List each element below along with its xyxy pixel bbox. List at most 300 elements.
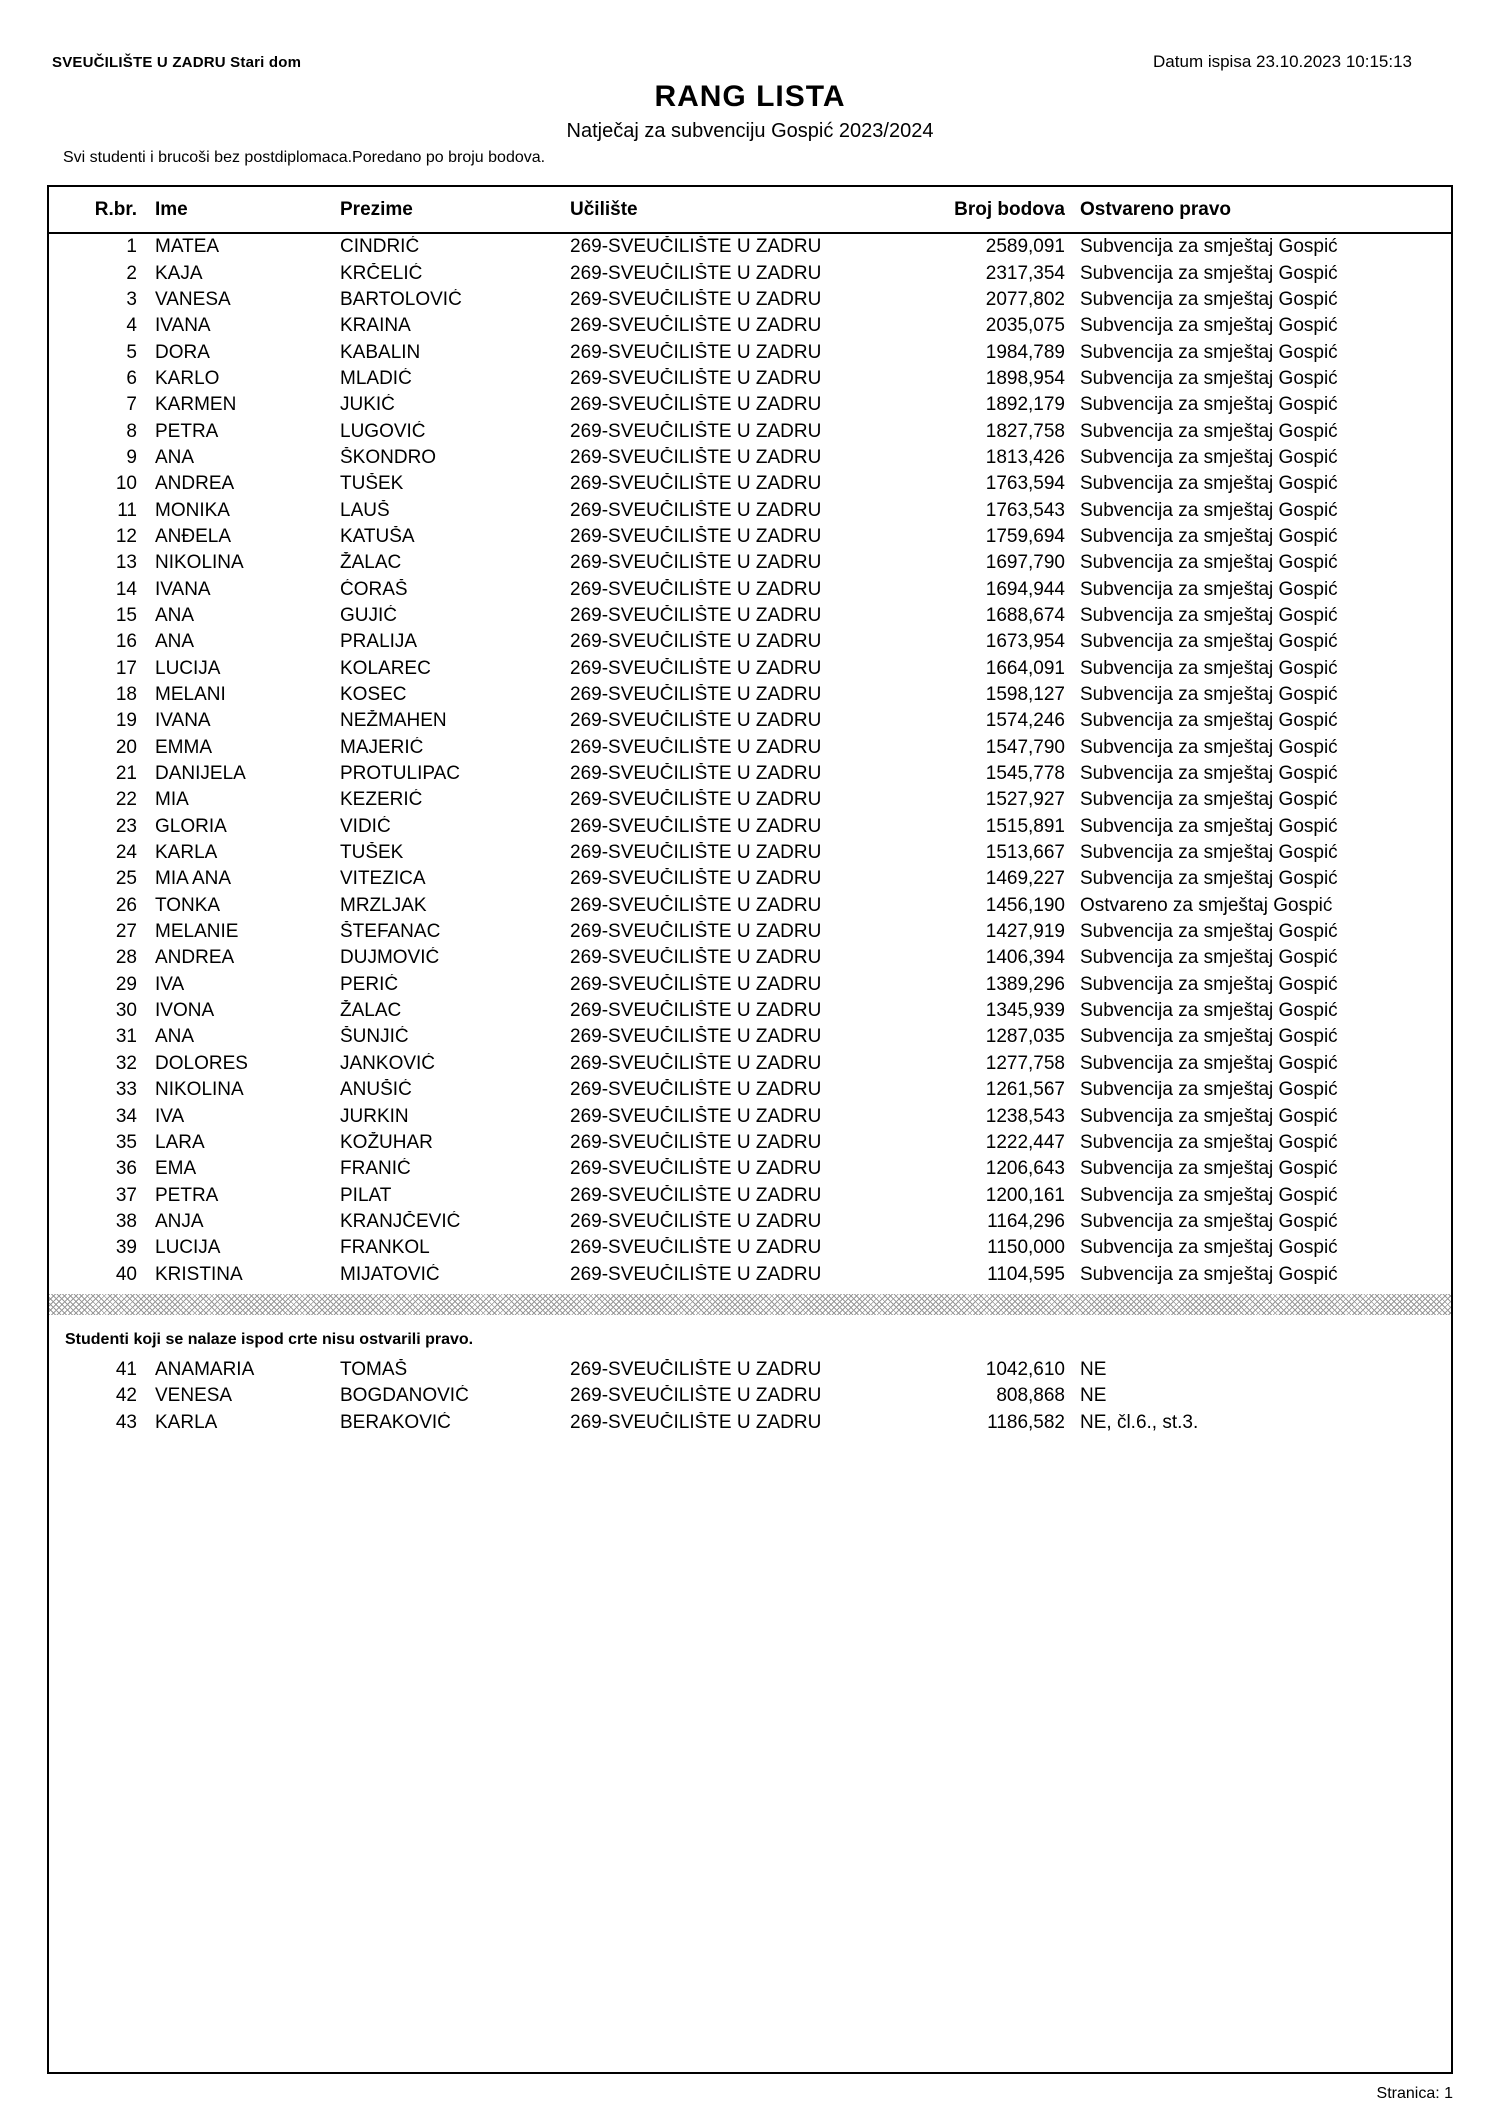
cell-broj-bodova: 1763,543	[985, 499, 1065, 521]
cell-ime: MELANI	[155, 684, 226, 706]
cell-prezime: KRAINA	[340, 315, 411, 337]
table-row	[49, 945, 1451, 971]
cell-rbr: 1	[126, 236, 137, 258]
cell-uciliste: 269-SVEUČILIŠTE U ZADRU	[570, 288, 822, 310]
cell-prezime: PERIĆ	[340, 973, 399, 995]
table-row	[49, 682, 1451, 708]
table-row	[49, 787, 1451, 813]
cell-rbr: 8	[126, 420, 137, 442]
table-row	[49, 471, 1451, 497]
cell-ostvareno-pravo: Subvencija za smještaj Gospić	[1080, 1105, 1338, 1127]
cell-rbr: 19	[115, 710, 137, 732]
cell-prezime: ANUŠIĆ	[340, 1079, 412, 1101]
cell-uciliste: 269-SVEUČILIŠTE U ZADRU	[570, 1263, 822, 1285]
cell-rbr: 3	[126, 288, 137, 310]
table-row	[49, 998, 1451, 1024]
cell-broj-bodova: 1345,939	[985, 1000, 1065, 1022]
cell-uciliste: 269-SVEUČILIŠTE U ZADRU	[570, 1237, 822, 1259]
cell-prezime: PROTULIPAC	[340, 763, 461, 785]
cell-rbr: 13	[115, 552, 137, 574]
cell-broj-bodova: 1892,179	[985, 394, 1065, 416]
cell-broj-bodova: 1827,758	[985, 420, 1065, 442]
cell-ime: DORA	[155, 341, 210, 363]
cell-prezime: CINDRIĆ	[340, 236, 420, 258]
cell-prezime: TOMAŠ	[340, 1358, 408, 1380]
cell-rbr: 30	[115, 1000, 137, 1022]
col-header-ostvareno-pravo: Ostvareno pravo	[1080, 198, 1231, 220]
cell-rbr: 32	[115, 1052, 137, 1074]
cell-ostvareno-pravo: Subvencija za smještaj Gospić	[1080, 763, 1338, 785]
cell-broj-bodova: 2317,354	[985, 262, 1065, 284]
cell-uciliste: 269-SVEUČILIŠTE U ZADRU	[570, 789, 822, 811]
cell-prezime: JURKIN	[340, 1105, 409, 1127]
cell-broj-bodova: 1200,161	[985, 1184, 1065, 1206]
cell-prezime: ŽALAC	[340, 1000, 402, 1022]
cell-ostvareno-pravo: Subvencija za smještaj Gospić	[1080, 710, 1338, 732]
cell-ostvareno-pravo: Subvencija za smještaj Gospić	[1080, 525, 1338, 547]
table-row	[49, 603, 1451, 629]
cell-rbr: 42	[115, 1385, 137, 1407]
cell-prezime: MLADIĆ	[340, 367, 412, 389]
cell-broj-bodova: 1673,954	[985, 631, 1065, 653]
cell-uciliste: 269-SVEUČILIŠTE U ZADRU	[570, 894, 822, 916]
cell-prezime: KOŽUHAR	[340, 1131, 433, 1153]
cell-ostvareno-pravo: Subvencija za smještaj Gospić	[1080, 789, 1338, 811]
page-title: RANG LISTA	[654, 80, 846, 113]
cell-rbr: 36	[115, 1158, 137, 1180]
cell-broj-bodova: 1527,927	[985, 789, 1065, 811]
cell-ostvareno-pravo: Subvencija za smještaj Gospić	[1080, 815, 1338, 837]
cell-broj-bodova: 1697,790	[985, 552, 1065, 574]
cell-broj-bodova: 1456,190	[985, 894, 1065, 916]
cell-uciliste: 269-SVEUČILIŠTE U ZADRU	[570, 684, 822, 706]
cell-ostvareno-pravo: Subvencija za smještaj Gospić	[1080, 921, 1338, 943]
cell-prezime: FRANKOL	[340, 1237, 430, 1259]
cell-ime: ANDREA	[155, 473, 235, 495]
cell-ostvareno-pravo: Subvencija za smještaj Gospić	[1080, 578, 1338, 600]
table-body-above-line	[49, 234, 1451, 1288]
cell-broj-bodova: 1469,227	[985, 868, 1065, 890]
cell-ime: IVA	[155, 973, 185, 995]
cell-prezime: ĆORAŠ	[340, 578, 408, 600]
cell-prezime: FRANIĆ	[340, 1158, 411, 1180]
cell-broj-bodova: 1759,694	[985, 525, 1065, 547]
cell-broj-bodova: 1515,891	[985, 815, 1065, 837]
cell-broj-bodova: 1664,091	[985, 657, 1065, 679]
table-row	[49, 1357, 1451, 1383]
cell-uciliste: 269-SVEUČILIŠTE U ZADRU	[570, 657, 822, 679]
cell-prezime: GUJIĆ	[340, 604, 397, 626]
cell-ostvareno-pravo: Subvencija za smještaj Gospić	[1080, 842, 1338, 864]
cell-prezime: KOLAREC	[340, 657, 431, 679]
cell-ime: DANIJELA	[155, 763, 246, 785]
cell-prezime: KEZERIĆ	[340, 789, 423, 811]
cell-uciliste: 269-SVEUČILIŠTE U ZADRU	[570, 710, 822, 732]
cell-uciliste: 269-SVEUČILIŠTE U ZADRU	[570, 1184, 822, 1206]
cell-rbr: 37	[115, 1184, 137, 1206]
cell-uciliste: 269-SVEUČILIŠTE U ZADRU	[570, 815, 822, 837]
table-row	[49, 656, 1451, 682]
cell-ostvareno-pravo: Subvencija za smještaj Gospić	[1080, 499, 1338, 521]
cell-uciliste: 269-SVEUČILIŠTE U ZADRU	[570, 1052, 822, 1074]
cell-rbr: 35	[115, 1131, 137, 1153]
table-row	[49, 866, 1451, 892]
print-date-label: Datum ispisa 23.10.2023 10:15:13	[1153, 52, 1412, 71]
cell-broj-bodova: 1598,127	[985, 684, 1065, 706]
cell-ostvareno-pravo: Subvencija za smještaj Gospić	[1080, 736, 1338, 758]
cell-rbr: 10	[115, 473, 137, 495]
cell-prezime: LUGOVIĆ	[340, 420, 426, 442]
cell-uciliste: 269-SVEUČILIŠTE U ZADRU	[570, 947, 822, 969]
cell-broj-bodova: 1104,595	[987, 1263, 1065, 1285]
cell-rbr: 22	[115, 789, 137, 811]
cell-ime: MONIKA	[155, 499, 230, 521]
cell-broj-bodova: 2589,091	[985, 236, 1065, 258]
table-row	[49, 708, 1451, 734]
institution-label: SVEUČILIŠTE U ZADRU Stari dom	[52, 54, 302, 71]
cell-ostvareno-pravo: Subvencija za smještaj Gospić	[1080, 420, 1338, 442]
table-row	[49, 1383, 1451, 1409]
cell-uciliste: 269-SVEUČILIŠTE U ZADRU	[570, 921, 822, 943]
cell-ostvareno-pravo: Subvencija za smještaj Gospić	[1080, 1237, 1338, 1259]
cell-ime: KAJA	[155, 262, 203, 284]
cell-broj-bodova: 1150,000	[987, 1237, 1065, 1259]
table-header-row	[49, 187, 1451, 234]
cell-ostvareno-pravo: Subvencija za smještaj Gospić	[1080, 1079, 1338, 1101]
cell-broj-bodova: 1898,954	[985, 367, 1065, 389]
table-row	[49, 1261, 1451, 1287]
table-row	[49, 1209, 1451, 1235]
col-header-rbr: R.br.	[94, 198, 137, 220]
cell-rbr: 33	[115, 1079, 137, 1101]
cell-rbr: 20	[115, 736, 137, 758]
cell-uciliste: 269-SVEUČILIŠTE U ZADRU	[570, 394, 822, 416]
cell-uciliste: 269-SVEUČILIŠTE U ZADRU	[570, 1210, 822, 1232]
cell-rbr: 17	[115, 657, 137, 679]
cell-prezime: VIDIĆ	[340, 815, 391, 837]
cell-uciliste: 269-SVEUČILIŠTE U ZADRU	[570, 1000, 822, 1022]
cell-uciliste: 269-SVEUČILIŠTE U ZADRU	[570, 973, 822, 995]
cell-prezime: JUKIĆ	[340, 394, 395, 416]
cell-ostvareno-pravo: Subvencija za smještaj Gospić	[1080, 236, 1338, 258]
cell-broj-bodova: 1763,594	[985, 473, 1065, 495]
cell-prezime: DUJMOVIĆ	[340, 947, 440, 969]
table-row	[49, 366, 1451, 392]
cell-prezime: BERAKOVIĆ	[340, 1411, 451, 1433]
table-body-below-line	[49, 1357, 1451, 1436]
cell-uciliste: 269-SVEUČILIŠTE U ZADRU	[570, 1131, 822, 1153]
table-row	[49, 735, 1451, 761]
cell-broj-bodova: 1222,447	[985, 1131, 1065, 1153]
table-row	[49, 260, 1451, 286]
table-row	[49, 392, 1451, 418]
cell-ime: ANĐELA	[155, 525, 232, 547]
cell-prezime: KRANJČEVIĆ	[340, 1210, 461, 1232]
cell-rbr: 5	[126, 341, 137, 363]
cell-ime: ANA	[155, 631, 195, 653]
cell-ostvareno-pravo: Subvencija za smještaj Gospić	[1080, 288, 1338, 310]
cell-ostvareno-pravo: Subvencija za smještaj Gospić	[1080, 1184, 1338, 1206]
cell-ime: ANDREA	[155, 947, 235, 969]
cell-ime: KARLA	[155, 842, 218, 864]
cell-ostvareno-pravo: Subvencija za smještaj Gospić	[1080, 947, 1338, 969]
cell-ime: LUCIJA	[155, 657, 221, 679]
page-number: Stranica: 1	[1376, 2085, 1453, 2102]
below-line-note: Studenti koji se nalaze ispod crte nisu ostvarili pravo.	[65, 1330, 474, 1348]
cell-rbr: 11	[117, 499, 137, 521]
cell-prezime: NEŽMAHEN	[340, 710, 447, 732]
table-row	[49, 1024, 1451, 1050]
table-row	[49, 1409, 1451, 1435]
cell-broj-bodova: 1206,643	[985, 1158, 1065, 1180]
cell-broj-bodova: 1427,919	[985, 921, 1065, 943]
table-row	[49, 840, 1451, 866]
cell-rbr: 16	[115, 631, 137, 653]
cell-uciliste: 269-SVEUČILIŠTE U ZADRU	[570, 420, 822, 442]
cell-prezime: MAJERIĆ	[340, 736, 424, 758]
cell-uciliste: 269-SVEUČILIŠTE U ZADRU	[570, 763, 822, 785]
cell-prezime: PILAT	[340, 1184, 392, 1206]
table-row	[49, 576, 1451, 602]
cell-ime: ANAMARIA	[155, 1358, 255, 1380]
cell-broj-bodova: 1277,758	[985, 1052, 1065, 1074]
cell-rbr: 43	[115, 1411, 137, 1433]
cell-uciliste: 269-SVEUČILIŠTE U ZADRU	[570, 552, 822, 574]
cell-uciliste: 269-SVEUČILIŠTE U ZADRU	[570, 578, 822, 600]
cell-ostvareno-pravo: Subvencija za smještaj Gospić	[1080, 604, 1338, 626]
cell-ostvareno-pravo: Ostvareno za smještaj Gospić	[1080, 894, 1333, 916]
table-row	[49, 1182, 1451, 1208]
cell-ime: NIKOLINA	[155, 552, 244, 574]
cell-uciliste: 269-SVEUČILIŠTE U ZADRU	[570, 1158, 822, 1180]
cell-ime: TONKA	[155, 894, 221, 916]
cell-broj-bodova: 1287,035	[985, 1026, 1065, 1048]
cell-ime: IVANA	[155, 710, 211, 732]
cell-prezime: ŽALAC	[340, 552, 402, 574]
cell-prezime: PRALIJA	[340, 631, 418, 653]
cell-ostvareno-pravo: Subvencija za smještaj Gospić	[1080, 1052, 1338, 1074]
cell-rbr: 15	[115, 604, 137, 626]
cell-ime: NIKOLINA	[155, 1079, 244, 1101]
table-row	[49, 1077, 1451, 1103]
table-row	[49, 524, 1451, 550]
cell-uciliste: 269-SVEUČILIŠTE U ZADRU	[570, 446, 822, 468]
cell-ime: EMA	[155, 1158, 197, 1180]
cell-ime: ANA	[155, 1026, 195, 1048]
cell-rbr: 6	[126, 367, 137, 389]
cell-rbr: 18	[115, 684, 137, 706]
table-row	[49, 1156, 1451, 1182]
cell-prezime: TUŠEK	[340, 842, 404, 864]
cell-prezime: KRČELIĆ	[340, 262, 423, 284]
cell-rbr: 9	[126, 446, 137, 468]
cell-ime: GLORIA	[155, 815, 227, 837]
cell-ime: LARA	[155, 1131, 205, 1153]
cell-broj-bodova: 2077,802	[985, 288, 1065, 310]
cell-ostvareno-pravo: NE	[1080, 1358, 1107, 1380]
cell-broj-bodova: 1164,296	[987, 1210, 1065, 1232]
cell-rbr: 12	[115, 525, 137, 547]
criteria-note: Svi studenti i brucoši bez postdiplomaca.Poredano po broju bodova.	[63, 149, 546, 166]
cell-broj-bodova: 1984,789	[985, 341, 1065, 363]
page-top-header	[52, 52, 1412, 72]
cell-broj-bodova: 1042,610	[985, 1358, 1065, 1380]
cell-prezime: JANKOVIĆ	[340, 1052, 436, 1074]
cell-uciliste: 269-SVEUČILIŠTE U ZADRU	[570, 1411, 822, 1433]
cell-ime: VENESA	[155, 1385, 233, 1407]
table-row	[49, 1051, 1451, 1077]
cell-ostvareno-pravo: Subvencija za smještaj Gospić	[1080, 1131, 1338, 1153]
cell-ime: IVANA	[155, 315, 211, 337]
cell-prezime: ŠKONDRO	[340, 446, 437, 468]
cell-uciliste: 269-SVEUČILIŠTE U ZADRU	[570, 1079, 822, 1101]
cell-uciliste: 269-SVEUČILIŠTE U ZADRU	[570, 736, 822, 758]
table-row	[49, 919, 1451, 945]
cell-broj-bodova: 1513,667	[985, 842, 1065, 864]
cell-uciliste: 269-SVEUČILIŠTE U ZADRU	[570, 367, 822, 389]
cell-broj-bodova: 1547,790	[985, 736, 1065, 758]
cell-ime: KRISTINA	[155, 1263, 243, 1285]
cell-ime: ANJA	[155, 1210, 204, 1232]
table-row	[49, 497, 1451, 523]
cell-ostvareno-pravo: Subvencija za smještaj Gospić	[1080, 684, 1338, 706]
cell-prezime: VITEZICA	[340, 868, 426, 890]
cell-ime: VANESA	[155, 288, 231, 310]
cell-broj-bodova: 1694,944	[985, 578, 1065, 600]
table-row	[49, 761, 1451, 787]
page-subtitle: Natječaj za subvenciju Gospić 2023/2024	[566, 120, 934, 142]
cell-rbr: 14	[115, 578, 137, 600]
cell-uciliste: 269-SVEUČILIŠTE U ZADRU	[570, 262, 822, 284]
cell-prezime: MIJATOVIĆ	[340, 1263, 440, 1285]
cell-ime: MIA ANA	[155, 868, 232, 890]
cell-prezime: KATUŠA	[340, 525, 415, 547]
cell-prezime: KABALIN	[340, 341, 421, 363]
cell-ime: EMMA	[155, 736, 212, 758]
cell-broj-bodova: 1261,567	[985, 1079, 1065, 1101]
cell-ostvareno-pravo: Subvencija za smještaj Gospić	[1080, 868, 1338, 890]
cell-ime: PETRA	[155, 1184, 219, 1206]
cell-rbr: 27	[115, 921, 137, 943]
table-row	[49, 629, 1451, 655]
cell-uciliste: 269-SVEUČILIŠTE U ZADRU	[570, 1026, 822, 1048]
cell-uciliste: 269-SVEUČILIŠTE U ZADRU	[570, 473, 822, 495]
cell-ostvareno-pravo: Subvencija za smještaj Gospić	[1080, 1263, 1338, 1285]
cell-ostvareno-pravo: Subvencija za smještaj Gospić	[1080, 552, 1338, 574]
cell-ime: MELANIE	[155, 921, 239, 943]
cell-ostvareno-pravo: NE	[1080, 1385, 1107, 1407]
cell-ime: KARLA	[155, 1411, 218, 1433]
cell-ime: DOLORES	[155, 1052, 248, 1074]
cell-ostvareno-pravo: Subvencija za smještaj Gospić	[1080, 394, 1338, 416]
cell-ostvareno-pravo: Subvencija za smještaj Gospić	[1080, 1026, 1338, 1048]
cell-broj-bodova: 1688,674	[985, 604, 1065, 626]
table-row	[49, 814, 1451, 840]
cell-rbr: 39	[115, 1237, 137, 1259]
cell-ime: IVA	[155, 1105, 185, 1127]
table-row	[49, 550, 1451, 576]
cell-prezime: ŠTEFANAC	[340, 921, 441, 943]
cell-rbr: 24	[115, 842, 137, 864]
cell-uciliste: 269-SVEUČILIŠTE U ZADRU	[570, 604, 822, 626]
cell-rbr: 2	[126, 262, 137, 284]
cell-uciliste: 269-SVEUČILIŠTE U ZADRU	[570, 236, 822, 258]
col-header-prezime: Prezime	[340, 198, 413, 220]
table-row	[49, 972, 1451, 998]
cell-prezime: KOSEC	[340, 684, 407, 706]
table-row	[49, 1235, 1451, 1261]
cell-rbr: 34	[115, 1105, 137, 1127]
table-row	[49, 287, 1451, 313]
cell-prezime: BARTOLOVIĆ	[340, 288, 462, 310]
cell-ostvareno-pravo: Subvencija za smještaj Gospić	[1080, 315, 1338, 337]
cell-ostvareno-pravo: Subvencija za smještaj Gospić	[1080, 657, 1338, 679]
cell-uciliste: 269-SVEUČILIŠTE U ZADRU	[570, 1358, 822, 1380]
cell-broj-bodova: 1545,778	[985, 763, 1065, 785]
table-row	[49, 1103, 1451, 1129]
cell-ostvareno-pravo: Subvencija za smještaj Gospić	[1080, 446, 1338, 468]
cell-ime: ANA	[155, 446, 195, 468]
cell-uciliste: 269-SVEUČILIŠTE U ZADRU	[570, 1105, 822, 1127]
cell-ostvareno-pravo: Subvencija za smještaj Gospić	[1080, 367, 1338, 389]
cutoff-divider-bar	[49, 1294, 1451, 1315]
cell-ostvareno-pravo: Subvencija za smještaj Gospić	[1080, 473, 1338, 495]
cell-uciliste: 269-SVEUČILIŠTE U ZADRU	[570, 868, 822, 890]
cell-ime: ANA	[155, 604, 195, 626]
col-header-ime: Ime	[155, 198, 188, 220]
cell-broj-bodova: 1406,394	[985, 947, 1065, 969]
cell-uciliste: 269-SVEUČILIŠTE U ZADRU	[570, 1385, 822, 1407]
cell-rbr: 4	[126, 315, 137, 337]
cell-prezime: ŠUNJIĆ	[340, 1026, 409, 1048]
cell-ostvareno-pravo: Subvencija za smještaj Gospić	[1080, 341, 1338, 363]
cell-broj-bodova: 1813,426	[985, 446, 1065, 468]
table-row	[49, 313, 1451, 339]
col-header-uciliste: Učilište	[570, 198, 638, 220]
cell-rbr: 26	[115, 894, 137, 916]
table-row	[49, 1130, 1451, 1156]
table-row	[49, 339, 1451, 365]
cell-rbr: 7	[126, 394, 137, 416]
cell-uciliste: 269-SVEUČILIŠTE U ZADRU	[570, 315, 822, 337]
cell-ime: PETRA	[155, 420, 219, 442]
cell-prezime: BOGDANOVIĆ	[340, 1385, 469, 1407]
cell-ime: LUCIJA	[155, 1237, 221, 1259]
cell-ime: KARMEN	[155, 394, 237, 416]
col-header-broj-bodova: Broj bodova	[954, 198, 1065, 220]
cell-ostvareno-pravo: Subvencija za smještaj Gospić	[1080, 1000, 1338, 1022]
cell-broj-bodova: 1389,296	[985, 973, 1065, 995]
cell-ostvareno-pravo: Subvencija za smještaj Gospić	[1080, 1158, 1338, 1180]
cell-ostvareno-pravo: Subvencija za smještaj Gospić	[1080, 631, 1338, 653]
cell-ostvareno-pravo: Subvencija za smještaj Gospić	[1080, 1210, 1338, 1232]
cell-broj-bodova: 808,868	[996, 1385, 1065, 1407]
table-row	[49, 445, 1451, 471]
cell-prezime: TUŠEK	[340, 473, 404, 495]
cell-ime: MIA	[155, 789, 189, 811]
cell-ime: IVANA	[155, 578, 211, 600]
cell-rbr: 28	[115, 947, 137, 969]
ranking-table-frame	[47, 185, 1453, 2074]
cell-uciliste: 269-SVEUČILIŠTE U ZADRU	[570, 525, 822, 547]
cell-rbr: 41	[115, 1358, 137, 1380]
cell-broj-bodova: 1574,246	[985, 710, 1065, 732]
cell-prezime: MRZLJAK	[340, 894, 427, 916]
cell-prezime: LAUŠ	[340, 499, 390, 521]
cell-rbr: 23	[115, 815, 137, 837]
cell-rbr: 31	[115, 1026, 137, 1048]
cell-ime: KARLO	[155, 367, 220, 389]
